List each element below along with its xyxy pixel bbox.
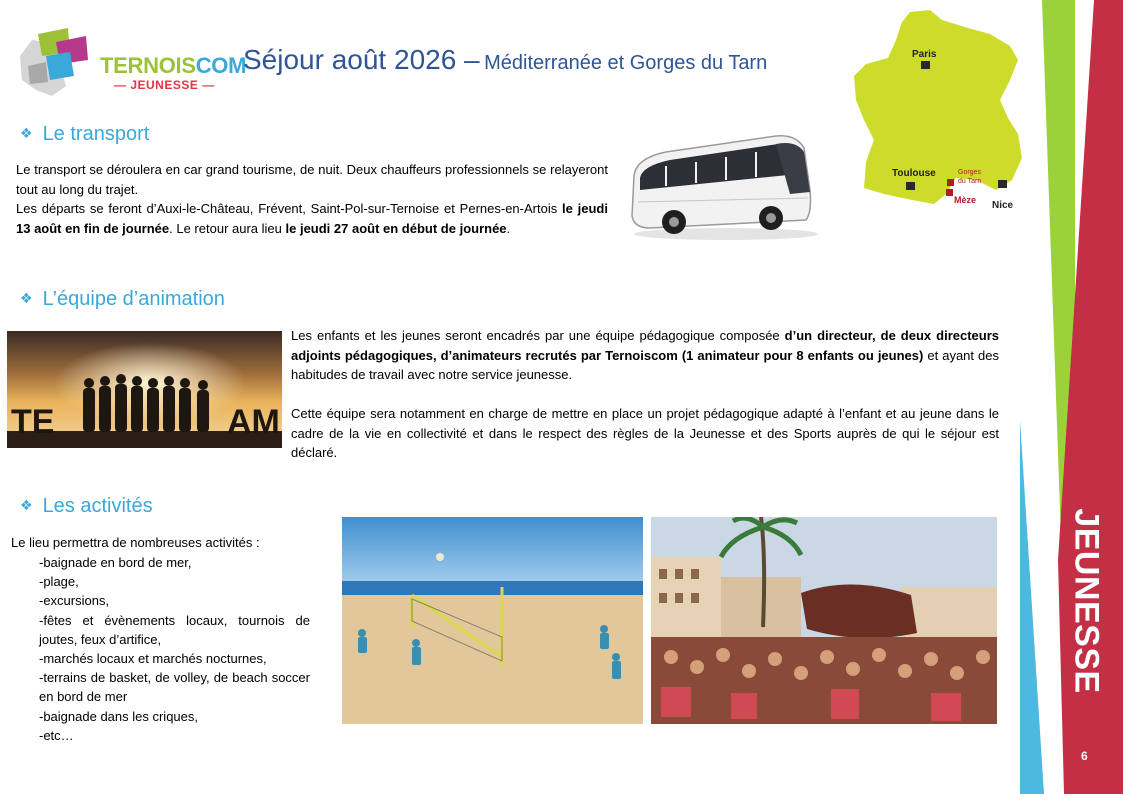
map-label-gorges: Gorges [958,169,981,176]
logo-mark-icon [16,26,96,102]
gorges-marker [947,179,954,186]
diamond-bullet-icon: ❖ [20,125,33,141]
festival-photo [651,517,997,724]
coach-bus-image [626,130,821,242]
map-label-toulouse: Toulouse [892,168,936,179]
list-item: -terrains de basket, de volley, de beach soccer en bord de mer [39,670,310,705]
list-item: -plage, [39,574,79,590]
animation-text: Les enfants et les jeunes seront encadrés par une équipe pédagogique composée d’un directeur, de deux directeurs adjoints pédagogiques, d’animateurs recrutés par Ternoiscom (1 animateur pour 8 enfants ou jeunes) et ayant des habitudes de travail avec notre service jeunesse. Cette équipe sera notamment en charge de mettre en place un projet pédagogique adapté à l’enfant et au jeune dans le cadre de la vie en collectivité et dans le respect des règles de la Jeunesse et des Sports auprès de qui le séjour est déclaré. [291,328,1000,460]
diamond-bullet-icon: ❖ [20,290,33,306]
france-shape [854,10,1022,204]
list-item: -fêtes et évènements locaux, tournois de joutes, feux d’artifice, [39,612,310,647]
team-image-text-left: TE [11,403,55,441]
list-item: -baignade en bord de mer, [39,555,192,570]
title-main: Séjour août 2026 – [243,44,480,75]
team-sunset-image [7,331,282,448]
transport-heading: ❖ Le transport [20,123,150,145]
team-image-text-right: AM [227,403,280,441]
paris-marker [921,61,930,69]
map-label-nice: Nice [992,200,1014,211]
logo-subtitle: — JEUNESSE — [114,78,215,92]
list-item: -marchés locaux et marchés nocturnes, [39,651,267,667]
map-label-paris: Paris [912,49,937,60]
sidebar-jeunesse-label: JEUNESSE [1067,507,1106,694]
diamond-bullet-icon: ❖ [20,497,33,513]
title-sub: Méditerranée et Gorges du Tarn [484,52,768,74]
logo-name: TERNOISCOM [100,53,247,78]
activities-heading: ❖ Les activités [20,495,153,517]
france-map [850,8,1025,213]
beach-volley-photo [342,517,643,724]
animation-heading: ❖ L’équipe d’animation [20,288,225,310]
list-item: -etc… [39,727,74,743]
activities-intro: Le lieu permettra de nombreuses activités : [11,535,260,550]
list-item: -baignade dans les criques, [39,708,198,724]
list-item: -excursions, [39,593,110,609]
nice-marker [998,180,1007,188]
meze-marker [946,189,953,196]
transport-text: Le transport se déroulera en car grand tourisme, de nuit. Deux chauffeurs professionnels se relayeront tout au long du trajet. Les départs se feront d’Auxi-le-Château, Frévent, Saint-Pol-sur-Ternoise et Pernes-en-Artois le jeudi 13 août en fin de journée. Le retour aura lieu le jeudi 27 août en début de journée. [16,162,608,236]
map-label-meze: Mèze [954,195,977,205]
toulouse-marker [906,182,915,190]
activities-list [39,553,310,745]
page-number: 6 [1081,749,1088,763]
ternoiscom-logo [16,26,247,102]
map-label-du-tarn: du Tarn [958,178,982,185]
page-title [243,44,767,76]
